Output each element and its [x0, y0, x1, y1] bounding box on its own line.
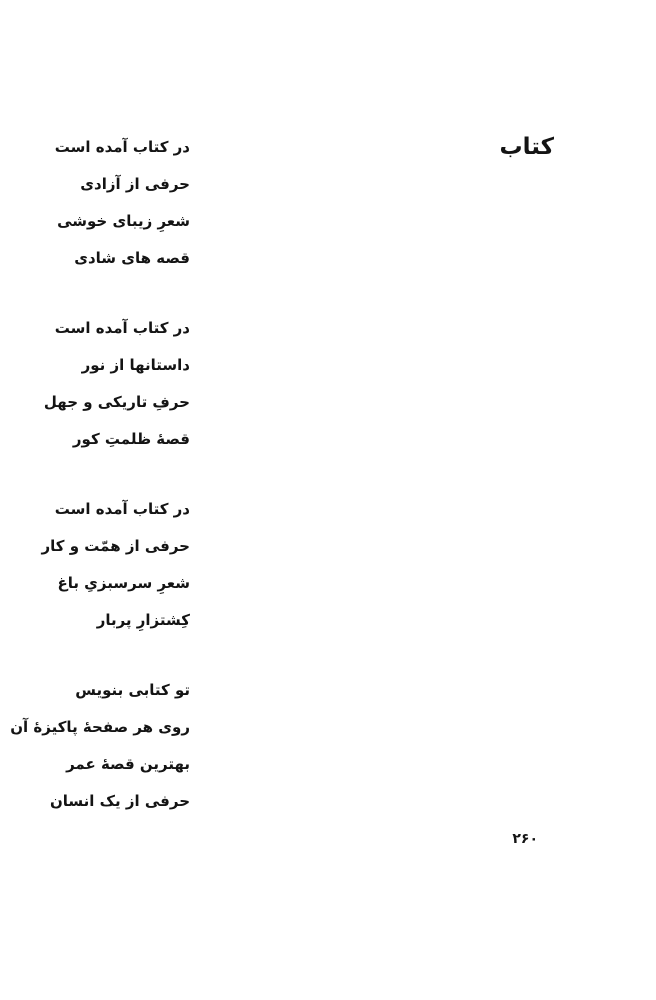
- poem-line: شعرِ زیبای خوشی: [57, 212, 190, 230]
- stanza-2: [10, 321, 190, 447]
- poem-line: قصهٔ ظلمتِ کور: [72, 430, 190, 448]
- page-number: ۲۶۰: [512, 831, 538, 847]
- poem-line: حرفی از یک انسان: [49, 792, 190, 810]
- poem-line: در کتاب آمده است: [54, 319, 190, 337]
- poem-line: بهترین قصهٔ عمر: [66, 755, 190, 773]
- poem-line: کِشتزارِ پربار: [96, 611, 190, 629]
- poem-line: حرفِ تاریکی و جهل: [43, 393, 190, 411]
- poem-line: شعرِ سرسبزیِ باغ: [57, 574, 190, 592]
- poem-title: کتاب: [499, 134, 554, 160]
- poem-line: در کتاب آمده است: [54, 138, 190, 156]
- poem-line: داستانها از نور: [81, 356, 190, 374]
- stanza-1: [10, 140, 190, 266]
- poem-line: در کتاب آمده است: [54, 500, 190, 518]
- poem-line: تو کتابی بنویس: [75, 681, 190, 699]
- stanza-4: [10, 683, 190, 809]
- stanza-3: [10, 502, 190, 628]
- poem-line: حرفی از آزادی: [80, 175, 190, 193]
- poem-body: [10, 140, 190, 864]
- poem-line: روی هر صفحهٔ پاکیزهٔ آن: [10, 718, 190, 736]
- poem-line: قصه های شادی: [74, 249, 190, 267]
- poem-line: حرفی از همّت و کار: [41, 537, 190, 555]
